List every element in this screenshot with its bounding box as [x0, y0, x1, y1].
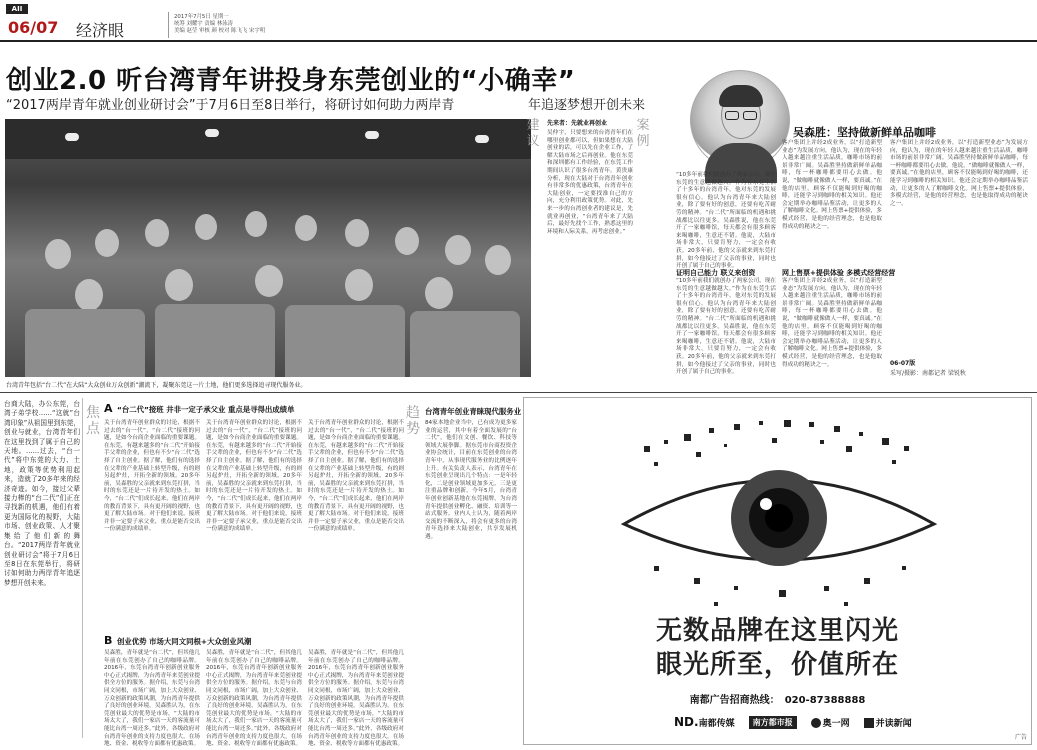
header-meta	[174, 14, 374, 35]
photo-person	[255, 265, 283, 297]
section-a-letter: A	[104, 402, 113, 415]
interview-column-2: “10多年前我们就创办了两家公司，现在东莞的生意越做越大。”作为在东莞生活了十多年的台湾青年，他对东莞的发展很有信心。他认为台湾青年来大陆创业，除了要有好的创意，还要有吃苦耐劳的精神。“台二代”所面临的机遇和挑战都比以往更多。吴森胜说，他在东莞开了一家咖啡馆，每天都会有很多顾客来喝咖啡，生意还不错。他说，大陆市场非常大，只要肯努力，一定会有收获。20多年前，他的父亲就来到东莞打拼，如今他接过了父亲的事业，同时也开创了属于自己的事业。	[676, 172, 776, 270]
keyword-trend: 趋势	[406, 405, 420, 437]
photo-light	[475, 135, 489, 143]
ad-headline-2: 眼光所至，价值所在	[655, 650, 899, 680]
photo-person	[195, 214, 217, 240]
group-photo	[5, 119, 531, 377]
interview-column-3b: 客户集团上并经2成业务，以“打造新型业态”为发展方向，他认为，现在的年轻人越来越注重生活品质，咖啡市场的前景非常广阔。吴森胜坚持做新鲜单品咖啡，每一杯咖啡都要用心去做。他说，“做咖啡就像做人一样，要真诚。”在他的店里，顾客不仅能喝到好喝的咖啡，还能学习到咖啡的相关知识。他还会定期举办咖啡品鉴活动，让更多的人了解咖啡文化。网上售票+提供体验，多模式经营，是他的经营理念，也是他取得成功的秘诀之一。	[782, 278, 882, 368]
meta-designers: 美编 赵莹 审核 颜 校对 陈飞飞 宋宇明	[174, 28, 266, 34]
interview-heading: 吴森胜：坚持做新鲜单品咖啡	[793, 126, 936, 139]
photo-crowd	[285, 305, 405, 377]
section-b-letter: B	[104, 634, 113, 647]
interviewee-portrait	[690, 70, 790, 170]
ad-phone-label: 南都广告招商热线：	[689, 695, 780, 706]
photo-person	[95, 229, 119, 257]
section-a-col1: 关于台湾青年创业群众的讨论，根据不过去的“台一代”，“台二代”接班的问题，是如今台商企业面临的重要课题。在东莞，有越来越多的“台二代”开始接手父辈的企业，但也有不少“台二代”选择了自主创业。据了解，他们有的选择在父辈的产业基础上转型升级，有的则另起炉灶，开拓全新的领域。20多年前，吴森胜的父亲就来到东莞打拼，当时的东莞还是一片待开发的热土。如今，“台二代”们成长起来，他们在两岸的教育背景下，具有更开阔的视野，也更了解大陆市场。对于他们来说，接班并非一定要子承父业，重点是能否交出一份满意的成绩单。	[104, 420, 200, 533]
photo-crowd	[155, 304, 275, 377]
eye-graphic	[584, 406, 974, 636]
section-b-col2: 吴森胜，青年就是“台二代”，但其他几年前在东莞创办了自己的咖啡品牌。2016年，东莞台湾青年创新创业服务中心正式揭牌，为台湾青年来莞创业提供全方位的服务。据介绍，东莞与台湾同文同根，市场广阔，加上大众创业、万众创新的政策风潮，为台湾青年提供了良好的创业环境。吴森胜认为，在东莞创业最大的优势是市场，“大陆的市场太大了，我们一家店一天的客流量可能比台湾一周还多。”此外，各级政府对台湾青年创业的支持力度也很大，在场地、资金、税收等方面都有优惠政策。	[206, 650, 302, 748]
photo-person	[425, 277, 453, 309]
interview-byline: 06-07版	[890, 360, 916, 367]
photo-person	[445, 235, 471, 265]
photo-person	[345, 219, 369, 247]
page-number: 06/07	[8, 18, 59, 37]
keyword-case: 案例	[636, 118, 650, 149]
logo-bingdu: 并读新闻	[864, 716, 912, 729]
section-a-col2: 关于台湾青年创业群众的讨论，根据不过去的“台一代”，“台二代”接班的问题，是如今台商企业面临的重要课题。在东莞，有越来越多的“台二代”开始接手父辈的企业，但也有不少“台二代”选择了自主创业。据了解，他们有的选择在父辈的产业基础上转型升级，有的则另起炉灶，开拓全新的领域。20多年前，吴森胜的父亲就来到东莞打拼，当时的东莞还是一片待开发的热土。如今，“台二代”们成长起来，他们在两岸的教育背景下，具有更开阔的视野，也更了解大陆市场。对于他们来说，接班并非一定要子承父业，重点是能否交出一份满意的成绩单。	[206, 420, 302, 533]
section-b-title: 创业优势 市场大同文同根+大众创业风潮	[117, 637, 252, 646]
intro-column: 台商大陆，办公东莞，台湾子弟学校……“这就”台湾印象”从祖国里到东莞，创业与就业，台湾青年们在这里找到了属于自己的天地。……过去，“台一代”将中东莞的大力、土地，政策等优势利用起来，造就了20多年来的经济奇迹。如今，接过父辈接力棒的“台二代”们正在寻找新的机遇，他们有着更为国际化的视野，大陆市场、创业政策、人才聚集给了他们新的舞台。“2017两岸青年就业创业研讨会”将于7月6日至8日在东莞举行，将研讨如何助力两岸青年追逐梦想开创未来。	[4, 400, 80, 587]
photo-person	[345, 269, 373, 301]
ad-phone-line	[524, 688, 1031, 707]
interview-subhead-a: 证明自己能力 联义来创资	[676, 269, 756, 277]
photo-person	[45, 239, 71, 269]
photo-crowd	[410, 311, 520, 377]
logo-oeeee: 奥一网	[811, 716, 850, 729]
ad-note: 广告	[1014, 734, 1027, 741]
interview-column-4: 客户集团上并经2成业务，以“打造新型业态”为发展方向，他认为，现在的年轻人越来越注重生活品质，咖啡市场的前景非常广阔。吴森胜坚持做新鲜单品咖啡，每一杯咖啡都要用心去做。他说，“做咖啡就像做人一样，要真诚。”在他的店里，顾客不仅能喝到好喝的咖啡，还能学习到咖啡的相关知识。他还会定期举办咖啡品鉴活动，让更多的人了解咖啡文化。网上售票+提供体验，多模式经营，是他的经营理念，也是他取得成功的秘诀之一。	[890, 140, 1028, 207]
keyword-focus: 焦点	[86, 405, 100, 437]
headline-title: 创业2.0 听台湾青年讲投身东莞创业的“小确幸”	[6, 66, 576, 96]
photo-ceiling	[5, 119, 531, 159]
section-rule	[0, 392, 1037, 393]
interview-label: 先来者：先就业再创业	[547, 120, 608, 127]
section-trend-col: 84家本地企业当中，已有成为更多家业的运营，其中有着全面发展的“台二代”，他们在文创、餐饮、科技等领域大展拳脚。据东莞市台商投资企业协会统计，目前在东莞创业的台湾青年中，从事现代服务业的比例逐年上升。有关负责人表示，台湾青年在东莞创业呈现出几个特点：一是年轻化，二是创业领域更加多元，三是更注重品牌和创新。今年5月，台湾青年创业创新基地在东莞揭牌，为台湾青年提供创业孵化、融资、培训等一站式服务。业内人士认为，随着两岸交流的不断深入，将会有更多的台湾青年选择来大陆创业，共享发展机遇。	[425, 420, 517, 540]
interview-credit: 采写/摄影：南都记者 梁锐秋	[890, 370, 966, 377]
interview-column-2b: “10多年前我们就创办了两家公司，现在东莞的生意越做越大。”作为在东莞生活了十多年的台湾青年，他对东莞的发展很有信心。他认为台湾青年来大陆创业，除了要有好的创意，还要有吃苦耐劳的精神。“台二代”所面临的机遇和挑战都比以往更多。吴森胜说，他在东莞开了一家咖啡馆，每天都会有很多顾客来喝咖啡，生意还不错。他说，大陆市场非常大，只要肯努力，一定会有收获。20多年前，他的父亲就来到东莞打拼，如今他接过了父亲的事业，同时也开创了属于自己的事业。	[676, 278, 776, 376]
photo-light	[65, 133, 79, 141]
section-name: 经济眼	[76, 21, 125, 40]
section-trend-title: 台湾青年创业青睐现代服务业	[425, 407, 522, 416]
ad-phone-number: 020-87388888	[784, 695, 866, 706]
advertisement	[523, 397, 1032, 745]
section-b-col1: 吴森胜，青年就是“台二代”，但其他几年前在东莞创办了自己的咖啡品牌。2016年，东莞台湾青年创新创业服务中心正式揭牌，为台湾青年来莞创业提供全方位的服务。据介绍，东莞与台湾同文同根，市场广阔，加上大众创业、万众创新的政策风潮，为台湾青年提供了良好的创业环境。吴森胜认为，在东莞创业最大的优势是市场，“大陆的市场太大了，我们一家店一天的客流量可能比台湾一周还多。”此外，各级政府对台湾青年创业的支持力度也很大，在场地、资金、税收等方面都有优惠政策。	[104, 650, 200, 748]
ad-headline-1: 无数品牌在这里闪光	[655, 616, 899, 646]
header-rule	[0, 40, 1037, 42]
photo-person	[165, 269, 193, 301]
header-divider	[168, 12, 169, 38]
photo-person	[395, 227, 419, 255]
photo-person	[75, 279, 103, 311]
ad-logo-row	[674, 710, 1014, 734]
photo-person	[245, 211, 267, 237]
meta-editors: 统筹 刘耀宇 责编 林泳涛	[174, 21, 234, 27]
photo-person	[485, 245, 511, 275]
photo-person	[295, 215, 317, 241]
headline-subtitle: “2017两岸青年就业创业研讨会”于7月6日至8日举行，将研讨如何助力两岸青	[6, 98, 455, 113]
column-divider	[82, 398, 83, 738]
logo-southern-metropolis: 南方都市报	[749, 716, 797, 729]
section-a-col3: 关于台湾青年创业群众的讨论，根据不过去的“台一代”，“台二代”接班的问题，是如今台商企业面临的重要课题。在东莞，有越来越多的“台二代”开始接手父辈的企业，但也有不少“台二代”选择了自主创业。据了解，他们有的选择在父辈的产业基础上转型升级，有的则另起炉灶，开拓全新的领域。20多年前，吴森胜的父亲就来到东莞打拼，当时的东莞还是一片待开发的热土。如今，“台二代”们成长起来，他们在两岸的教育背景下，具有更开阔的视野，也更了解大陆市场。对于他们来说，接班并非一定要子承父业，重点是能否交出一份满意的成绩单。	[308, 420, 404, 533]
interview-subhead-b: 网上售票+提供体验 多模式经营经营	[782, 269, 896, 277]
section-b-col3: 吴森胜，青年就是“台二代”，但其他几年前在东莞创办了自己的咖啡品牌。2016年，东莞台湾青年创新创业服务中心正式揭牌，为台湾青年来莞创业提供全方位的服务。据介绍，东莞与台湾同文同根，市场广阔，加上大众创业、万众创新的政策风潮，为台湾青年提供了良好的创业环境。吴森胜认为，在东莞创业最大的优势是市场，“大陆的市场太大了，我们一家店一天的客流量可能比台湾一周还多。”此外，各级政府对台湾青年创业的支持力度也很大，在场地、资金、税收等方面都有优惠政策。	[308, 650, 404, 748]
interview-column-3: 客户集团上并经2成业务，以“打造新型业态”为发展方向，他认为，现在的年轻人越来越注重生活品质，咖啡市场的前景非常广阔。吴森胜坚持做新鲜单品咖啡，每一杯咖啡都要用心去做。他说，“做咖啡就像做人一样，要真诚。”在他的店里，顾客不仅能喝到好喝的咖啡，还能学习到咖啡的相关知识。他还会定期举办咖啡品鉴活动，让更多的人了解咖啡文化。网上售票+提供体验，多模式经营，是他的经营理念，也是他取得成功的秘诀之一。	[782, 140, 882, 230]
photo-person	[145, 219, 169, 247]
masthead-logo: AII	[6, 4, 28, 14]
interview-column-1: 吴仲宇，只要想来的台湾青年们在哪里创业都可以，但如果想在大陆创业的话，可以先在企业工作，了解大陆市场之后再创业。他在东莞和深圳都有工作经验，在东莞工作期间认识了很多台湾青年。黄贵康分析，现在大陆对于台湾青年创业有非常多的优惠政策，台湾青年在大陆创业，一定要找准自己的方向，充分利用政策优势。对此，先来一步的台湾创业者的建议是，先就业再创业，“台湾青年来了大陆后，最好先找个工作，熟悉这里的环境和人际关系，再考虑创业。”	[547, 130, 633, 235]
logo-nandu-media: ND.南都传媒	[674, 715, 735, 729]
photo-caption: 台湾青年包括“台二代”在大陆“大众创业万众创新”潮流下，凝聚东莞这一片土地，他们更多选择追寻现代服务业。	[6, 382, 307, 389]
headline-subtitle-continued: 年追逐梦想开创未来	[528, 98, 646, 113]
section-a-title: “台二代”接班 井非一定子承父业 重点是寻得出成绩单	[117, 405, 295, 414]
keyword-suggestion: 建议	[526, 118, 540, 149]
photo-light	[365, 131, 379, 139]
photo-crowd	[25, 309, 145, 377]
photo-light	[205, 129, 219, 137]
meta-date: 2017年7月5日 星期一	[174, 14, 229, 20]
